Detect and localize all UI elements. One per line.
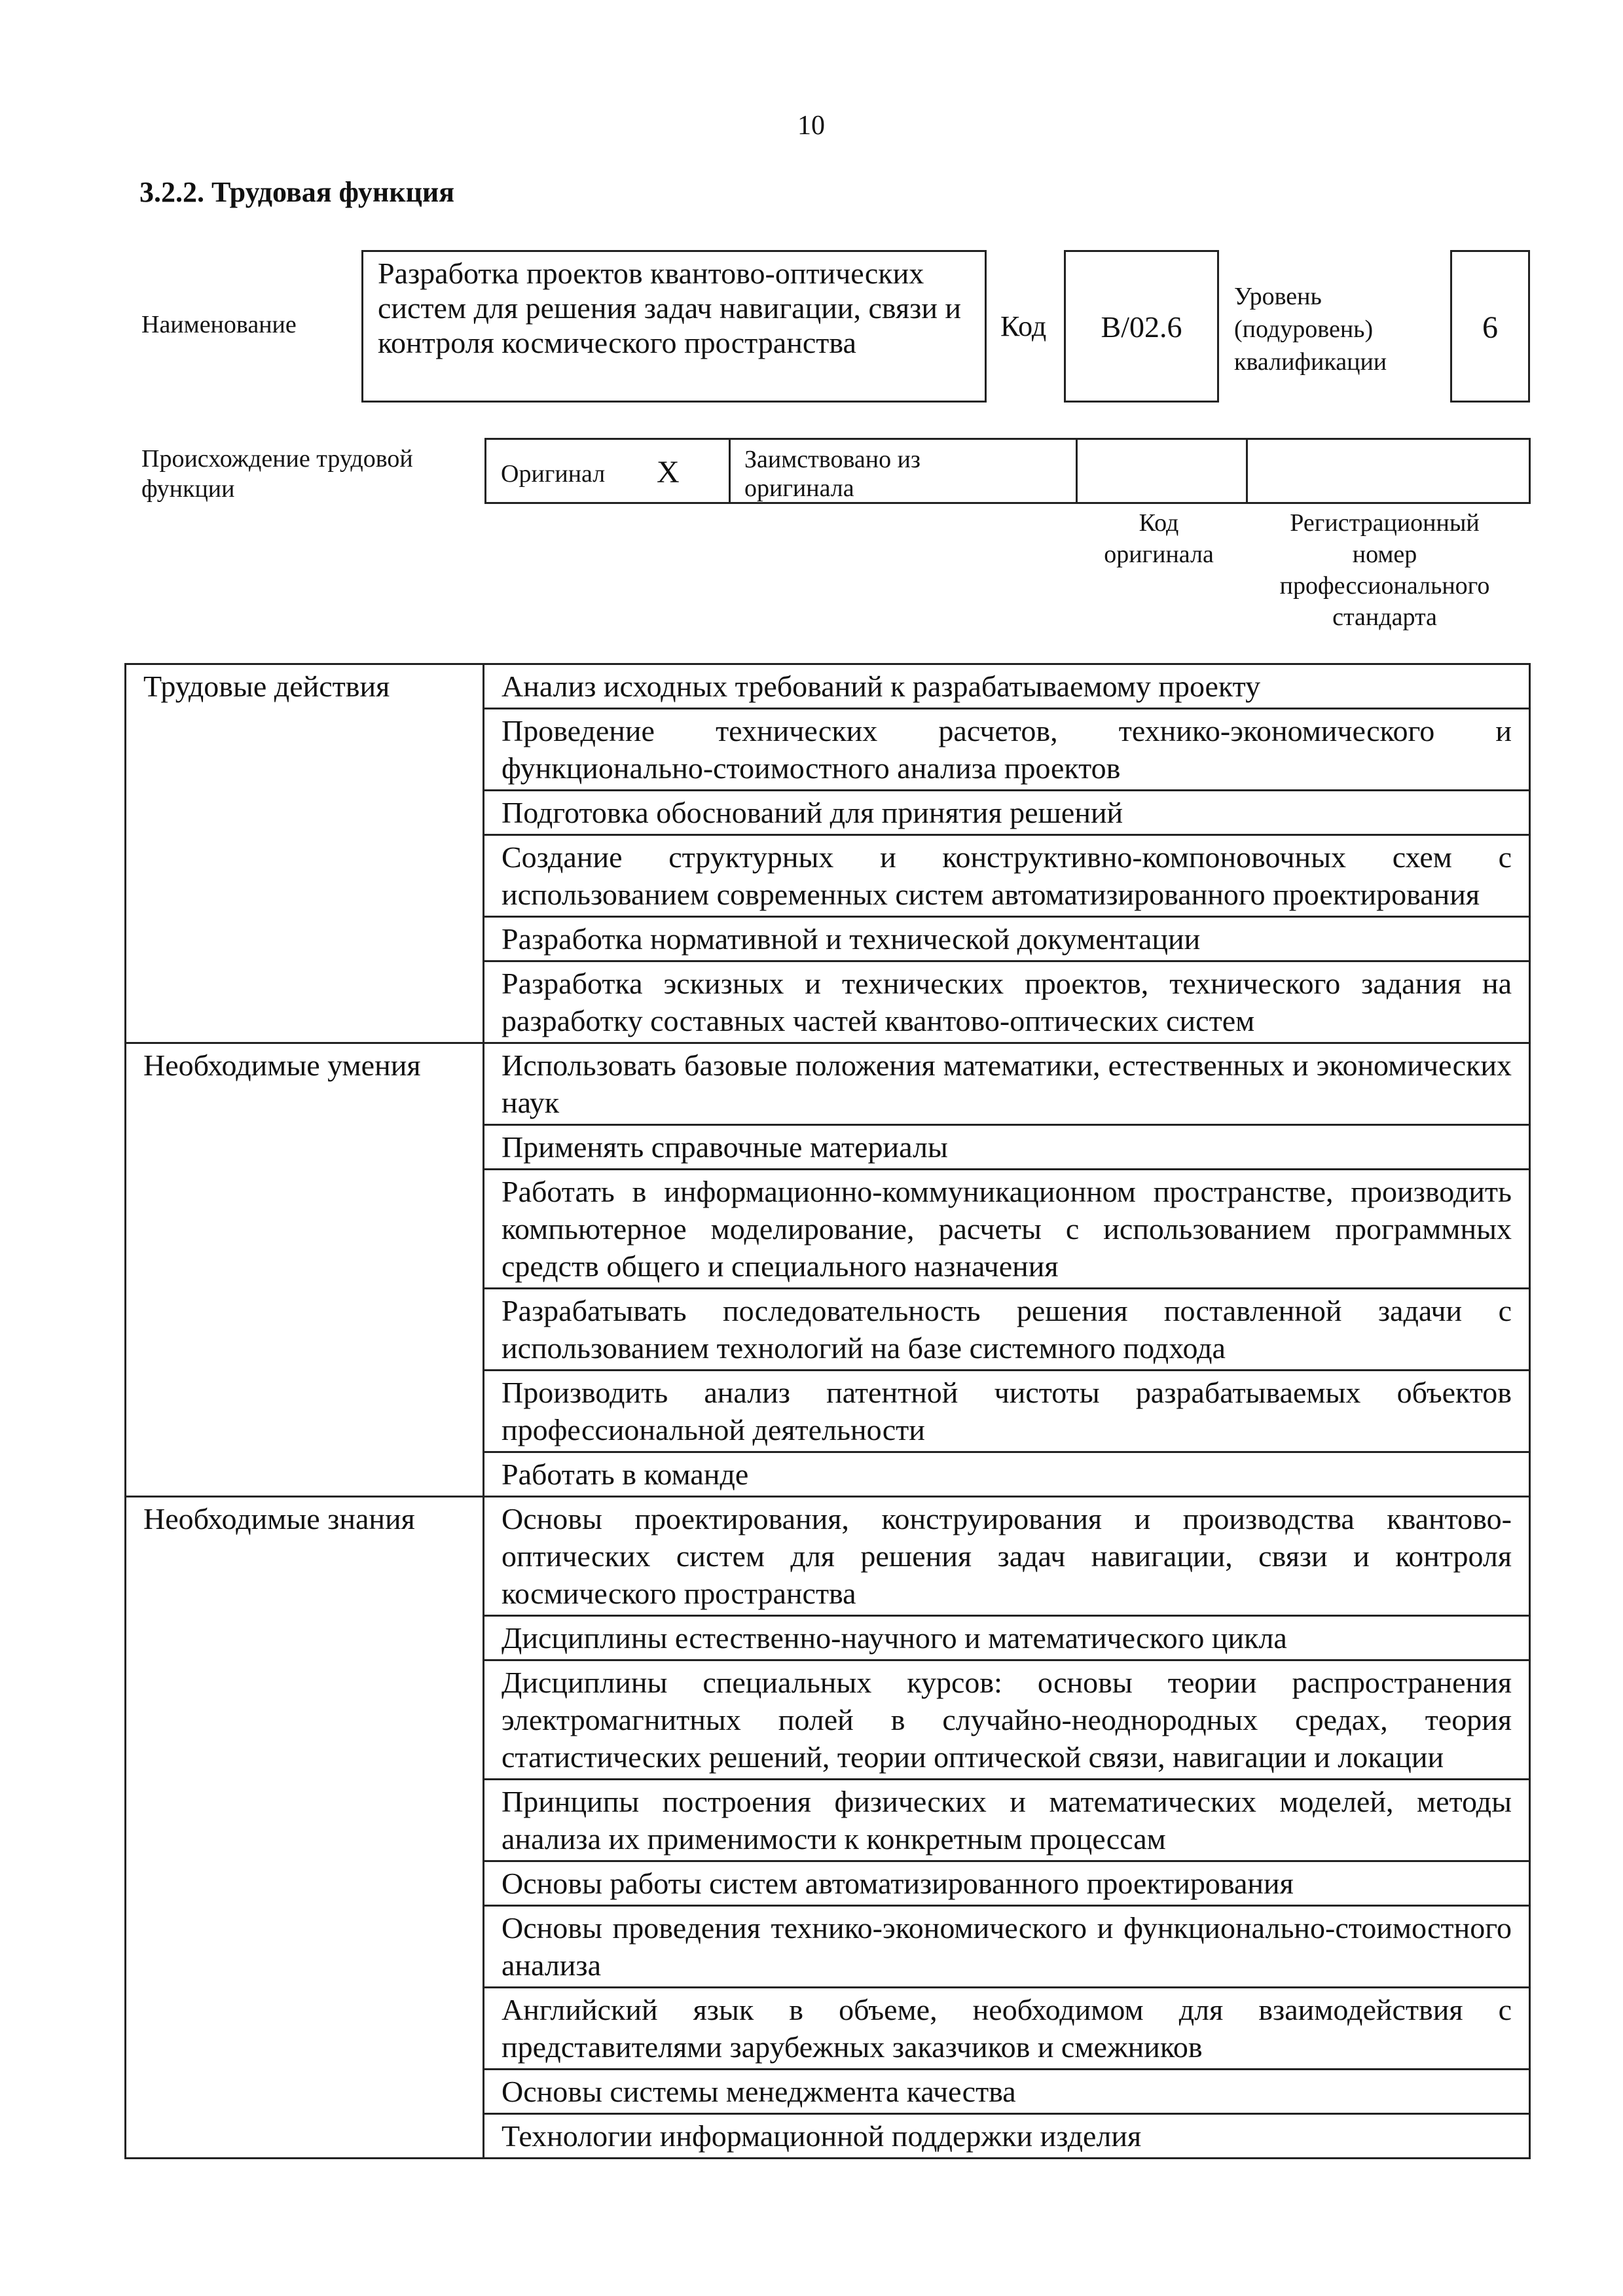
section-title: 3.2.2. Трудовая функция: [139, 176, 455, 208]
item-cell: Разрабатывать последовательность решения поставленной задачи с использованием технологий на базе системного подхода: [484, 1289, 1530, 1371]
item-cell: Подготовка обоснований для принятия решений: [484, 791, 1530, 835]
code-box: [1064, 250, 1219, 403]
item-cell: Принципы построения физических и математических моделей, методы анализа их применимости к конкретным процессам: [484, 1780, 1530, 1861]
item-cell: Дисциплины специальных курсов: основы теории распространения электромагнитных полей в случайно-неоднородных средах, теория статистических решений, теории оптической связи, навигации и локации: [484, 1660, 1530, 1780]
item-cell: Разработка эскизных и технических проектов, технического задания на разработку составных частей квантово-оптических систем: [484, 961, 1530, 1043]
level-box: [1450, 250, 1530, 403]
page-number: 10: [797, 111, 825, 141]
item-cell: Основы проведения технико-экономического и функционально-стоимостного анализа: [484, 1906, 1530, 1988]
name-label: Наименование: [141, 311, 297, 338]
table-row: [126, 1497, 1530, 1616]
item-cell: Технологии информационной поддержки изделия: [484, 2114, 1530, 2159]
labor-function-table: [124, 663, 1531, 2159]
origin-divider-2: [1076, 440, 1078, 502]
code-label: Код: [1000, 310, 1047, 342]
origin-row: [484, 438, 1531, 504]
origin-divider-3: [1246, 440, 1248, 502]
level-value: 6: [1482, 310, 1498, 345]
item-cell: Производить анализ патентной чистоты разрабатываемых объектов профессиональной деятельности: [484, 1371, 1530, 1452]
table-row: [126, 664, 1530, 709]
table-row: [126, 1043, 1530, 1125]
reg-number-caption: Регистрационный номер профессионального стандарта: [1279, 509, 1490, 631]
item-cell: Основы работы систем автоматизированного проектирования: [484, 1861, 1530, 1906]
borrowed-label: Заимствовано из оригинала: [744, 446, 921, 502]
original-mark: X: [657, 455, 680, 490]
name-value: Разработка проектов квантово-оптических систем для решения задач навигации, связи и контроля космического пространства: [378, 257, 962, 359]
item-cell: Основы системы менеджмента качества: [484, 2070, 1530, 2114]
origin-label: Происхождение трудовой функции: [141, 445, 413, 503]
category-cell: Необходимые умения: [126, 1043, 484, 1497]
item-cell: Анализ исходных требований к разрабатываемому проекту: [484, 664, 1530, 709]
item-cell: Разработка нормативной и технической документации: [484, 917, 1530, 961]
item-cell: Использовать базовые положения математики, естественных и экономических наук: [484, 1043, 1530, 1125]
item-cell: Английский язык в объеме, необходимом для взаимодействия с представителями зарубежных заказчиков и смежников: [484, 1988, 1530, 2070]
name-box: [361, 250, 987, 403]
level-label: Уровень (подуровень) квалификации: [1234, 283, 1387, 376]
origin-divider-1: [729, 440, 731, 502]
code-original-caption: Код оригинала: [1104, 509, 1214, 568]
code-value: B/02.6: [1101, 310, 1182, 344]
category-cell: Необходимые знания: [126, 1497, 484, 2159]
item-cell: Работать в команде: [484, 1452, 1530, 1497]
item-cell: Создание структурных и конструктивно-компоновочных схем с использованием современных систем автоматизированного проектирования: [484, 835, 1530, 917]
original-label: Оригинал: [501, 460, 606, 488]
item-cell: Проведение технических расчетов, технико-экономического и функционально-стоимостного анализа проектов: [484, 709, 1530, 791]
category-cell: Трудовые действия: [126, 664, 484, 1043]
item-cell: Применять справочные материалы: [484, 1125, 1530, 1170]
item-cell: Работать в информационно-коммуникационном пространстве, производить компьютерное моделирование, расчеты с использованием программных средств общего и специального назначения: [484, 1170, 1530, 1289]
item-cell: Основы проектирования, конструирования и производства квантово-оптических систем для решения задач навигации, связи и контроля космического пространства: [484, 1497, 1530, 1616]
item-cell: Дисциплины естественно-научного и математического цикла: [484, 1616, 1530, 1660]
